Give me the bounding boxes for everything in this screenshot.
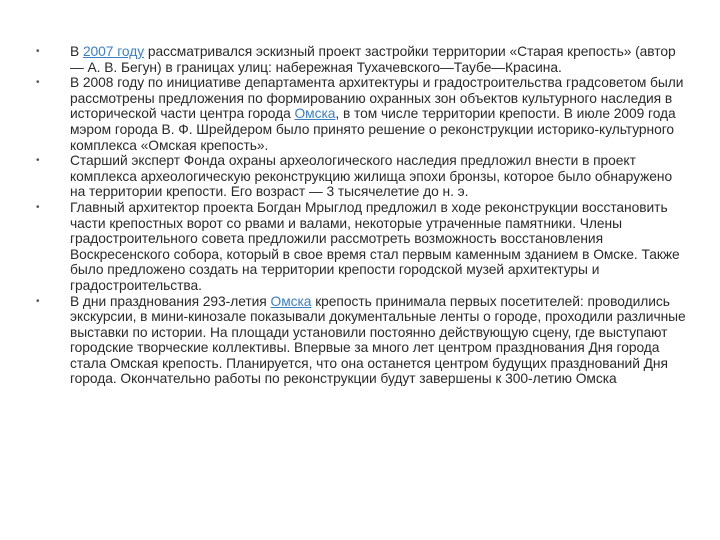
list-item bbox=[36, 294, 686, 388]
item-text: рассматривался эскизный проект застройки территории «Старая крепость» (автор — А. В. Бегун) в границах улиц: набережная Тухачевского—Таубе—Красина. bbox=[70, 44, 676, 75]
item-text: В 2008 году по инициативе департамента архитектуры и градостроительства градсоветом были рассмотрены предложения по формированию охранных зон объектов культурного наследия в исторической части центра города bbox=[70, 75, 684, 122]
bullet-icon: • bbox=[36, 46, 40, 57]
bullet-icon: • bbox=[36, 77, 40, 89]
item-text: В дни празднования 293-летия bbox=[70, 293, 271, 309]
item-text: крепость принимала первых посетителей: проводились экскурсии, в мини-кинозале показывали документальные ленты о городе, проходили различные выставки по истории. На площади установили постоянно действующую сцену, где выступают городские творческие коллективы. Впервые за много лет центром празднования Дня города стала Омская крепость. Планируется, что она останется центром будущих празднований Дня города. Окончательно работы по реконструкции будут завершены к 300-летию Омска bbox=[70, 293, 686, 387]
item-text: Старший эксперт Фонда охраны археологического наследия предложил внести в проект комплекса археологическую реконструкцию жилища эпохи бронзы, которое было обнаружено на территории крепости. Его возраст — 3 тысячелетие до н. э. bbox=[70, 153, 673, 200]
item-text: Главный архитектор проекта Богдан Мрыглод предложил в ходе реконструкции восстановить части крепостных ворот со рвами и валами, некоторые утраченные памятники. Члены градостроительного совета предложили рассмотреть возможность восстановления Воскресенского собора, который в свое время стал первым каменным зданием в Омске. Также было предложено создать на территории крепости городской музей архитектуры и градостроительства. bbox=[70, 199, 680, 293]
link-2007[interactable]: 2007 году bbox=[82, 44, 145, 59]
list-item bbox=[36, 75, 686, 153]
list-item bbox=[36, 200, 686, 294]
list-item bbox=[36, 153, 686, 200]
link-omsk[interactable]: Омска bbox=[294, 106, 336, 122]
bullet-icon: • bbox=[36, 155, 40, 167]
item-text: В bbox=[70, 44, 83, 59]
bullet-icon: • bbox=[36, 295, 40, 307]
link-omsk[interactable]: Омска bbox=[270, 293, 312, 309]
item-text: , в том числе территории крепости. В июле 2009 года мэром города В. Ф. Шрейдером было принято решение о реконструкции историко-культурного комплекса «Омская крепость». bbox=[70, 106, 676, 153]
bullet-icon: • bbox=[36, 201, 40, 213]
list-item bbox=[36, 44, 686, 75]
bullet-list bbox=[36, 44, 686, 387]
